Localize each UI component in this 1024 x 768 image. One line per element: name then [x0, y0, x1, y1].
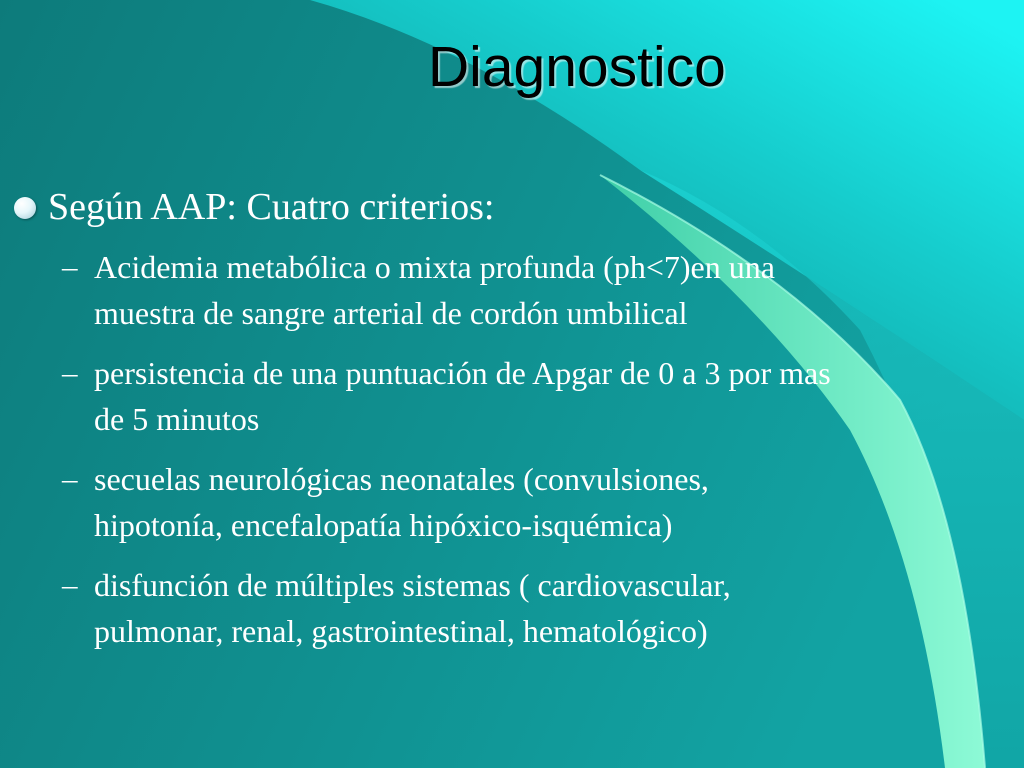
slide-title: Diagnostico [428, 35, 726, 99]
main-bullet-text: Según AAP: Cuatro criterios: [48, 186, 495, 228]
criterion-line: hipotonía, encefalopatía hipóxico-isquémica) [94, 507, 673, 543]
criterion-text [94, 244, 1016, 336]
criterion-line: Acidemia metabólica o mixta profunda (ph<7)en una [94, 249, 775, 285]
dash-icon: – [62, 461, 78, 496]
criterion-line: muestra de sangre arterial de cordón umbilical [94, 295, 688, 331]
dash-icon: – [62, 355, 78, 390]
criterion-line: pulmonar, renal, gastrointestinal, hematológico) [94, 613, 708, 649]
criterion-line: de 5 minutos [94, 401, 260, 437]
criterion-line: persistencia de una puntuación de Apgar de 0 a 3 por mas [94, 355, 831, 391]
criterion-line: disfunción de múltiples sistemas ( cardiovascular, [94, 567, 731, 603]
dash-icon: – [62, 249, 78, 284]
criterion-text [94, 562, 1016, 654]
criterion-text [94, 350, 1016, 442]
criterion-line: secuelas neurológicas neonatales (convulsiones, [94, 461, 709, 497]
criterion-text [94, 456, 1016, 548]
dash-icon: – [62, 567, 78, 602]
bullet-dot-icon [14, 197, 36, 219]
